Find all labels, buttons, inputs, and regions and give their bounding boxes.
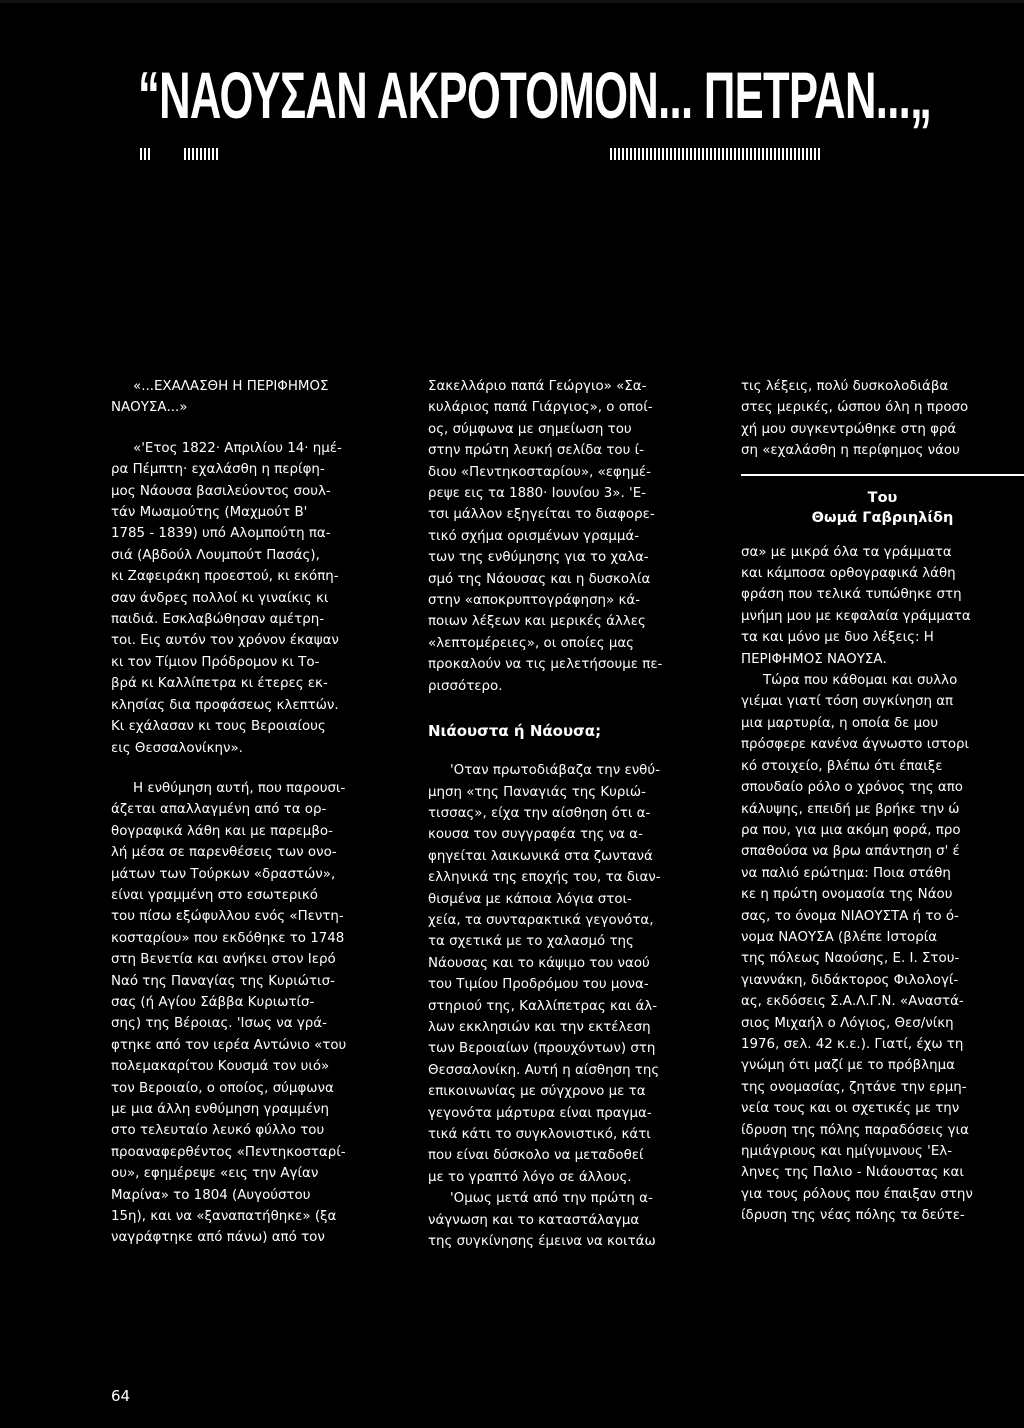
text-line: λή μέσα σε παρενθέσεις των ονο- <box>111 845 337 861</box>
text-line: τισσας», είχα την αίσθηση ότι α- <box>428 805 651 821</box>
text-line: «'Ετος 1822· Απριλίου 14· ημέ- <box>133 440 342 456</box>
text-line: τοι. Εις αυτόν τον χρόνον έκαψαν <box>111 633 339 649</box>
author-name: Θωμά Γαβριηλίδη <box>811 509 954 526</box>
text-line: είναι γραμμένη στο εσωτερικό <box>111 887 318 903</box>
text-line: γιέμαι γιατί τόση συγκίνηση απ <box>741 694 954 710</box>
text-line: τάν Μωαμούτης (Μαχμούτ Β' <box>111 505 308 521</box>
text-line: της πόλεως Ναούσης, Ε. Ι. Στου- <box>741 951 960 967</box>
text-line: 1976, σελ. 42 κ.ε.). Γιατί, έχω τη <box>741 1036 964 1052</box>
text-line: ημιάγριους και ημίγυμνους 'Ελ- <box>741 1144 953 1159</box>
title-underline-marks-left <box>140 148 150 160</box>
text-line: τις λέξεις, πολύ δυσκολοδιάβα <box>741 379 949 394</box>
text-line: προαναφερθέντος «Πεντηκοσταρί- <box>111 1144 346 1160</box>
text-line: χεία, τα συνταρακτικά γεγονότα, <box>428 912 654 928</box>
text-line: σας, το όνομα ΝΙΑΟΥΣΤΑ ή το ό- <box>741 908 959 924</box>
text-line: μάτων των Τούρκων «δραστών», <box>111 866 336 882</box>
text-line: να παλιό ερώτημα: Ποια στάθη <box>741 865 951 881</box>
text-line: κλησίας δια προφάσεως κλεπτών. <box>111 697 339 713</box>
text-line: προκαλούν να τις μελετήσουμε πε- <box>428 657 663 673</box>
text-line: ΝΑΟΥΣΑ...» <box>111 400 188 416</box>
text-line: 1785 - 1839) υπό Αλομπούτη πα- <box>111 526 331 542</box>
text-line: κι Ζαφειράκη προεστού, κι εκόπη- <box>111 569 339 585</box>
text-line: μος Νάουσα βασιλεύοντος σουλ- <box>111 483 331 499</box>
text-line: ίδρυση της νέας πόλης τα δεύτε- <box>741 1208 965 1224</box>
text-line: «λεπτομέρειες», οι οποίες μας <box>428 635 635 651</box>
text-line: και κάμποσα ορθογραφικά λάθη <box>741 566 956 582</box>
title-underline-marks-right <box>610 148 822 160</box>
text-line: τικά κάτι το συγκλονιστικό, κάτι <box>428 1127 651 1142</box>
text-line: νομα ΝΑΟΥΣΑ (βλέπε Ιστορία <box>741 929 938 945</box>
text-line: ληνες της Παλιο - Νιάουστας και <box>741 1165 964 1181</box>
top-rule <box>0 0 1024 3</box>
section-heading: Νιάουστα ή Νάουσα; <box>428 722 602 741</box>
text-line: κε η πρώτη ονομασία της Νάου <box>741 887 953 903</box>
text-line: 'Οταν πρωτοδιάβαζα την ενθύ- <box>450 763 660 779</box>
text-line: μνήμη μου με κεφαλαία γράμματα <box>741 608 971 624</box>
text-line: ας, εκδόσεις Σ.Α.Λ.Γ.Ν. «Αναστά- <box>741 994 964 1010</box>
text-line: στην «αποκρυπτογράφηση» κά- <box>428 593 641 609</box>
text-line: νεία τους και οι σχετικές με την <box>741 1101 960 1117</box>
text-line: γιαννάκη, διδάκτορος Φιλολογί- <box>741 972 959 988</box>
text-line: σπαθούσα να βρω απάντηση σ' έ <box>741 844 960 860</box>
text-line: «...ΕΧΑΛΑΣΘΗ Η ΠΕΡΙΦΗΜΟΣ <box>133 379 329 394</box>
text-line: ρα που, για μια ακόμη φορά, προ <box>741 822 961 838</box>
text-line: σαν άνδρες πολλοί κι γιναίκις κι <box>111 590 329 606</box>
text-line: στες μερικές, ώσπου όλη η προσο <box>741 400 969 416</box>
byline-prefix: Του <box>867 489 898 506</box>
text-line: μηση «της Παναγιάς της Κυριώ- <box>428 784 646 800</box>
text-line: μια μαρτυρία, η οποία δε μου <box>741 715 939 731</box>
text-line: των της ενθύμησης για το χαλα- <box>428 550 649 566</box>
text-line: ρεψε εις τα 1880· Ιουνίου 3». 'Ε- <box>428 486 646 502</box>
text-line: της ονομασίας, ζητάνε την ερμη- <box>741 1079 967 1095</box>
text-line: θογραφικά λάθη και με παρεμβο- <box>111 823 333 839</box>
text-line: βρά κι Καλλίπετρα κι έτερες εκ- <box>111 676 328 692</box>
text-line: Μαρίνα» το 1804 (Αυγούστου <box>111 1187 311 1203</box>
text-line: σα» με μικρά όλα τα γράμματα <box>741 544 952 560</box>
text-line: θισμένα με κάποια λόγια στοι- <box>428 891 632 907</box>
text-line: κάλυψης, επειδή με βρήκε την ώ <box>741 801 960 817</box>
text-line: Νάουσας και το κάψιμο του ναού <box>428 955 650 971</box>
text-line: ναγράφτηκε από πάνω) από τον <box>111 1230 325 1246</box>
text-line: για τους ρόλους που έπαιξαν στην <box>741 1186 973 1202</box>
text-line: του Τιμίου Προδρόμου του μονα- <box>428 977 649 993</box>
text-line: κουσα τον συγγραφέα της να α- <box>428 827 643 843</box>
text-line: τσι μάλλον εξηγείται το διαφορε- <box>428 507 655 523</box>
text-line: πολεμακαρίτου Κουσμά τον υιό» <box>111 1059 330 1075</box>
text-line: λων εκκλησιών και την εκτέλεση <box>428 1019 651 1035</box>
text-line: στηριού της, Καλλίπετρας και άλ- <box>428 998 658 1014</box>
text-line: των Βεροιαίων (προυχόντων) στη <box>428 1041 656 1057</box>
text-line: κυλάριος παπά Γιάργιος», ο οποί- <box>428 400 653 416</box>
text-line: κι τον Τίμιον Πρόδρομον κι Το- <box>111 654 320 670</box>
text-line: ση «εχαλάσθη η περίφημος νάου <box>741 443 960 459</box>
text-line: φτηκε από τον ιερέα Αντώνιο «του <box>111 1037 347 1053</box>
text-line: ος, σύμφωνα με σημείωση του <box>428 421 632 437</box>
text-line: 15η), και να «ξαναπατήθηκε» (ξα <box>111 1209 337 1225</box>
byline-divider <box>741 474 1024 476</box>
text-line: σιά (Αβδούλ Λουμπούτ Πασάς), <box>111 547 320 563</box>
text-line: νάγνωση και το καταστάλαγμα <box>428 1212 640 1228</box>
text-line: τον Βεροιαίο, ο οποίος, σύμφωνα <box>111 1080 334 1096</box>
text-line: σης) της Βέροιας. 'Ισως να γρά- <box>111 1016 327 1032</box>
text-line: ελληνικά της εποχής του, τα διαν- <box>428 870 661 886</box>
text-line: Κι εχάλασαν κι τους Βεροιαίους <box>111 719 326 735</box>
text-line: σας (ή Αγίου Σάββα Κυριωτίσ- <box>111 994 315 1010</box>
text-line: σιος Μιχαήλ ο Λόγιος, Θεσ/νίκη <box>741 1015 954 1031</box>
text-line: τικό σχήμα ορισμένων γραμμά- <box>428 528 640 544</box>
text-line: με το γραπτό λόγο σε άλλους. <box>428 1169 632 1185</box>
text-line: στη Βενετία και ανήκει στον Ιερό <box>111 952 336 968</box>
text-line: ρισσότερο. <box>428 678 503 694</box>
text-line: διου «Πεντηκοσταρίου», «εφημέ- <box>428 464 651 480</box>
text-line: γνώμη ότι μαζί με το πρόβλημα <box>741 1058 955 1074</box>
article-title: “ΝΑΟΥΣΑΝ ΑΚΡΟΤΟΜΟΝ... ΠΕΤΡΑΝ...„ <box>138 58 932 132</box>
text-line: ου», εφημέρεψε «εις την Αγίαν <box>111 1166 319 1182</box>
text-line: φράση που τελικά τυπώθηκε στη <box>741 587 962 603</box>
text-line: του πίσω εξώφυλλου ενός «Πεντη- <box>111 909 344 925</box>
text-line: Θεσσαλονίκη. Αυτή η αίσθηση της <box>428 1062 660 1078</box>
text-line: φηγείται λαικωνικά στα ζωντανά <box>428 848 653 864</box>
text-line: επικοινωνίας με σύγχρονο με τα <box>428 1084 646 1100</box>
page-number: 64 <box>111 1387 131 1405</box>
text-line: ίδρυση της πόλης παραδόσεις για <box>741 1122 969 1138</box>
text-line: ΠΕΡΙΦΗΜΟΣ ΝΑΟΥΣΑ. <box>741 651 887 667</box>
text-line: της συγκίνησης έμεινα να κοιτάω <box>428 1234 656 1250</box>
text-line: τα σχετικά με το χαλασμό της <box>428 934 634 950</box>
text-line: Ναό της Παναγίας της Κυριώτισ- <box>111 973 335 989</box>
text-line: παιδιά. Εσκλαβώθησαν αμέτρη- <box>111 612 325 628</box>
text-line: ρα Πέμπτη· εχαλάσθη η περίφη- <box>111 462 325 478</box>
text-line: Η ενθύμηση αυτή, που παρουσι- <box>133 780 346 796</box>
text-line: πρόσφερε κανένα άγνωστο ιστορι <box>741 737 970 753</box>
column-1 <box>111 376 406 1249</box>
text-line: στην πρώτη λευκή σελίδα του ί- <box>428 443 644 459</box>
text-line: εις Θεσσαλονίκην». <box>111 740 243 756</box>
text-line: χή μου συγκεντρώθηκε στη φρά <box>741 421 957 437</box>
text-line: κό στοιχείο, βλέπω ότι έπαιξε <box>741 758 943 774</box>
text-line: Σακελλάριο παπά Γεώργιο» «Σα- <box>428 379 647 394</box>
column-2 <box>428 376 720 1252</box>
author-byline <box>741 488 1024 528</box>
text-line: κοσταρίου» που εκδόθηκε το 1748 <box>111 930 345 946</box>
text-line: σμό της Νάουσας και η δυσκολία <box>428 571 651 587</box>
text-line: στο τελευταίο λευκό φύλλο του <box>111 1123 325 1139</box>
text-line: τα και μόνο με δυο λέξεις: Η <box>741 630 934 646</box>
text-line: Τώρα που κάθομαι και συλλο <box>763 673 958 689</box>
text-line: γεγονότα μάρτυρα είναι πραγμα- <box>428 1105 652 1121</box>
text-line: με μια άλλη ενθύμηση γραμμένη <box>111 1102 329 1117</box>
column-3 <box>741 376 1024 1227</box>
text-line: σπουδαίο ρόλο ο χρόνος της απο <box>741 780 963 796</box>
title-underline-marks-mid <box>184 148 218 160</box>
text-line: 'Ομως μετά από την πρώτη α- <box>450 1191 653 1207</box>
text-line: άζεται απαλλαγμένη από τα ορ- <box>111 802 327 818</box>
text-line: ποιων λέξεων και μερικές άλλες <box>428 614 646 630</box>
text-line: που είναι δύσκολο να μεταδοθεί <box>428 1148 644 1164</box>
